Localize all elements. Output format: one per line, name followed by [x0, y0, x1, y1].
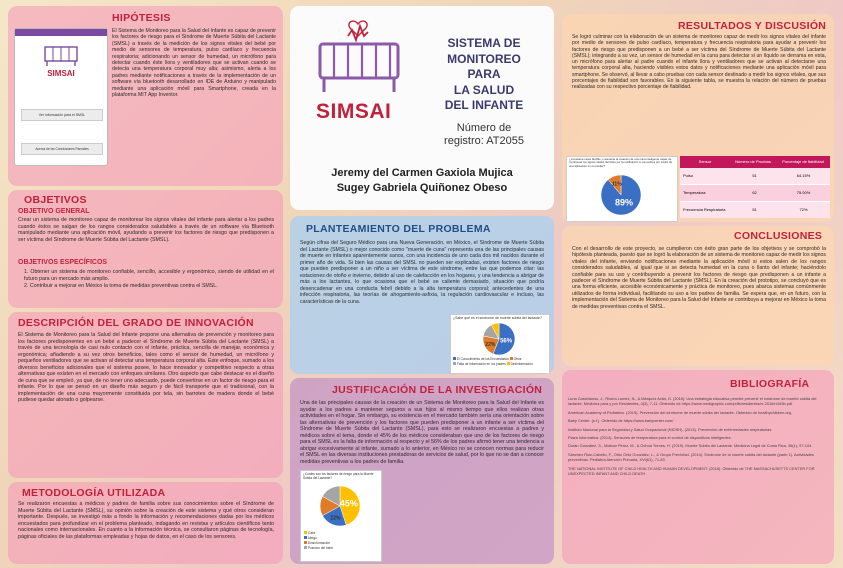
- phone-mockup: [14, 28, 108, 166]
- registro: [418, 122, 550, 148]
- reference-item: Baby Center. (s.f.). Obtenido de https://www.babycenter.com/: [568, 418, 674, 424]
- resultados-title: RESULTADOS Y DISCUSIÓN: [678, 20, 827, 32]
- main-title: [422, 36, 546, 114]
- legend-factores-2: Abrigo: [307, 536, 317, 540]
- objetivo-item-1: 1. Obtener un sistema de monitoreo confiable, sencillo, accesible y ergonómico, siendo de utilidad en el futuro para un mercado más amplio.: [24, 269, 274, 282]
- table-header-row: [680, 156, 830, 168]
- phone-header-bar: [15, 29, 107, 36]
- chart-factores-legend: [304, 531, 333, 551]
- bibliografia-section: [562, 370, 834, 564]
- pie-factores: [301, 483, 379, 529]
- legend-factores-1: Calor: [307, 531, 316, 535]
- title-line-5: DEL INFANTE: [444, 98, 524, 112]
- pie-label: 89%: [615, 197, 634, 208]
- table-row: [680, 202, 830, 218]
- innovacion-section: [8, 312, 283, 478]
- phone-button-conclusions[interactable]: Acerca de las Conclusiones Parciales: [21, 143, 103, 155]
- bibliografia-list: [568, 396, 828, 479]
- objetivos-title: OBJETIVOS: [24, 194, 87, 206]
- table-row: [680, 185, 830, 202]
- objetivos-section: [8, 190, 283, 308]
- table-cell: 64.15%: [796, 173, 811, 178]
- pie-label: 11%: [611, 181, 622, 188]
- title-line-3: PARA: [467, 67, 501, 81]
- reference-item: Sánchez Ruiz-Cabello, F., Ortiz Ortiz González, L., & Grupo PrevInfad. (2014). Síndrome de la muerte súbita del lactante (parte 1). Actividades preventivas. Pediatría Atención Primaria, XVI(61), 71-83.: [568, 451, 814, 463]
- planteamiento-title: PLANTEAMIENTO DEL PROBLEMA: [306, 223, 491, 235]
- header-panel: [290, 6, 554, 210]
- table-cell: Pulso: [683, 173, 694, 178]
- title-line-4: LA SALUD: [453, 82, 515, 97]
- planteamiento-text: Según cifras del Seguro Médico para una Nueva Generación, en México, el Síndrome de Muerte Súbita del Lactante (SMSL) o mejor conocido como "muerte de cuna" representa una de las principales causas de muerte en infantes aparentemente sanos, con una incidencia de uno cada dos mil nacidos durante el primer año de vida. Si bien las causas del SMSL no pueden ser explicadas, existen factores de riesgo que pueden predisponer a un niño a ser víctima de este síndrome, entre las que podemos citar: las estaciones de otoño e invierno, debido al uso de calefacción en los hogares, y una tendencia a abrigar de más a los lactantes, lo que ocasiona que el bebé se caliente demasiado, situación que podría desencadenar en una conducta febril debido a la alta temperatura corporal; antecedentes de una infección respiratoria, las teorías de ahogamiento-asfixia, la regulación cardiovascular e incluso, las características de la cuna.: [300, 240, 544, 305]
- hipotesis-section: [8, 6, 283, 186]
- innovacion-text: El Sistema de Monitoreo para la Salud del Infante propone una alternativa de prevención y monitoreo para los factores predisponentes en un bebé a padecer el Síndrome de Muerte Súbita del Lactante (SMSL) a través de una tecnología de casi nulo contacto con el infante, práctica, sencilla de manejar, económica y ergonómica; añadiendo a su vez otros beneficios, tales como el sensor de humedad, un micrófono y pequeños ventiladores que se activan al detectar una temperatura corporal alta. Este enfoque, sumado a los diversos beneficios adicionales que el sistema posee, lo hace innovador y competitivo respecto a otras alternativas que existen en el mercado con enfoques similares. Otro aspecto que cabe destacar es el diseño de cuna que se empleó, ya que, de no tener uno adecuado, puede convertirse en un factor de riesgo para el infante. Por lo que se pensó en un diseño más seguro y de fácil transporte que el tradicional, con la implementación de una cuna mayormente constituida por tela, sin barrotes de madera donde el bebé pudiese quedar atorado o golpearse.: [18, 332, 274, 403]
- phone-crib-icon: [41, 43, 81, 67]
- registro-label: Número de: [456, 122, 512, 134]
- crib-logo-icon: [304, 18, 414, 98]
- reference-item: Instituto Nacional para la Seguridad y Salud Ocupacional (NIOSH). (2013). Prevención de enfermedades respiratorias.: [568, 426, 773, 432]
- authors: [290, 166, 554, 196]
- table-cell: 62: [752, 190, 757, 195]
- table-header-sensor: Sensor: [698, 159, 712, 164]
- justificacion-text: Una de las principales causas de la creación de un Sistema de Monitoreo para la Salud del Infante es ayudar a los padres a mantener seguros a sus hijos al mismo tiempo que ellos realizan otras actividades en el hogar. Sin embargo, su existencia en el mercado también sería una orientación sobre las alternativas de prevención y los factores que pueden predisponer a un infante a ser víctima del Síndrome de Muerte Súbita del Lactante (SMSL), para esto se realizaron encuestas a padres y médicos sobre el tema, donde el 45% de los médicos consideraban que uno de los factores de riesgo para el SMSL es la falta de información al respecto y el 56% de los padres afirmó tener una tendencia a abrigar excesivamente al infante, sumado a lo anterior, en México no se conocen normas para reducir el SMSL en las diversas instituciones prestadoras de servicios de salud, por lo que no se dan a conocer medidas preventivas a los padres de familia.: [300, 400, 544, 465]
- author-1: Jeremy del Carmen Gaxiola Mujica: [331, 167, 513, 179]
- pie-conocimiento: [451, 321, 547, 357]
- objetivo-item-2: 2. Contribuir a mejorar en México la toma de medidas preventivas contra el SMSL.: [24, 283, 218, 289]
- resultados-section: [562, 14, 834, 222]
- metodologia-title: METODOLOGÍA UTILIZADA: [22, 487, 166, 499]
- objetivo-general-title: OBJETIVO GENERAL: [18, 208, 90, 215]
- table-cell: 51: [752, 173, 757, 178]
- reference-item: Luna Castellanos, J., Rivera Lomez, N., & Márquez Avila, G. (2016). Una estrategia educativa permite prevenir el síndrome de muerte súbita del lactante. Medicina para y por Residentes, 4(3), 7-11. Obtenido de https://www.medigraphic.com/pdfs/residentes/rr-2016/rr163b.pdf: [568, 396, 817, 407]
- justificacion-section: [290, 378, 554, 564]
- table-cell: 72%: [799, 207, 808, 212]
- legend-factores-4: Posición del bebé: [307, 546, 334, 550]
- table-cell: 51: [752, 207, 757, 212]
- fiabilidad-table: [680, 156, 830, 216]
- conclusiones-title: CONCLUSIONES: [734, 230, 823, 242]
- registro-value: registro: AT2055: [444, 135, 524, 147]
- planteamiento-section: [290, 216, 554, 374]
- chart-factibilidad-title: ¿Considera usted factible y relevante la creación de una cuna inteligente capaz de monitorear los signos vitales del bebé por la notificación a sus padres por medio de una aplicación en su celular?: [569, 157, 673, 168]
- bibliografia-title: BIBLIOGRAFÍA: [730, 378, 810, 390]
- title-line-1: SISTEMA DE: [447, 36, 521, 50]
- legend-item-1: [453, 357, 509, 361]
- chart-factibilidad: [566, 156, 678, 222]
- pie-label: 22%: [330, 515, 341, 522]
- pie-factibilidad: [567, 173, 675, 217]
- pie-label: 45%: [339, 498, 358, 509]
- author-2: Sugey Gabriela Quiñonez Obeso: [336, 182, 508, 194]
- chart-conocimiento: [450, 314, 550, 374]
- table-cell: Frecuencia Respiratoria: [683, 207, 726, 212]
- table-cell: Temperatura: [683, 190, 706, 195]
- reference-item: Plaza Informática. (2014). Sensores de temperatura para el control de dispositivos inteligentes.: [568, 435, 732, 441]
- legend-item-3: [453, 362, 506, 366]
- legend-factores-3: Desinformación: [307, 541, 331, 545]
- legend-conocimiento-1: El Conocimiento de los Encuestados: [456, 357, 509, 361]
- pie-label: 56%: [500, 338, 513, 345]
- table-header-fiabilidad: Porcentaje de fiabilidad: [782, 159, 824, 164]
- pie-label: 22%: [485, 341, 496, 348]
- legend-item-2: [510, 357, 522, 361]
- table-header-pruebas: Número de Pruebas: [735, 159, 771, 164]
- chart-factores-title: ¿Cuáles son los factores de riesgo para la Muerte Súbita del Lactante?: [303, 472, 374, 480]
- table-cell: 75.00%: [796, 190, 811, 195]
- phone-logo: SIMSAI: [47, 69, 75, 78]
- reference-item: American Academy of Pediatrics. (2019). Prevención del síndrome de muerte súbita del lactante. Obtenido de healthychildren.org.: [568, 409, 793, 415]
- conclusiones-text: Con el desarrollo de este proyecto, se cumplieron con éxito gran parte de los objetivos y se comprobó la hipótesis planteada, puesto que se logró la elaboración de un sistema de monitoreo capaz de medir los signos vitales del infante, enviando notificaciones mediante la aplicación móvil si estos salen de los rangos considerados saludables, al igual que si se detecta humedad en la cuna o llanto del infante; haciéndolo confiable para su uso y contribuyendo a prevenir los factores de riesgo que predisponen a un infante a padecer el Síndrome de Muerte Súbita del Lactante (SMSL). En la creación del prototipo, se concluyó que es una forma eficiente, accesible económicamente y práctica de monitoreo, pues abarca sistemas comúnmente utilizados de forma individual, facilitando su uso a los padres de familia. Se espera que, en un futuro, con la implementación del Sistema de Monitoreo para la Salud del Infante se contribuya a mejorar en México la toma de medidas preventivas contra el SMSL.: [572, 246, 826, 310]
- metodologia-text: Se realizaron encuestas a médicos y padres de familia sobre sus conocimientos sobre el Síndrome de Muerte Súbita del Lactante (SMSL), su opinión sobre la creación de este sistema y qué otros consideran importante. Después, se investigó más a fondo la información y recomendaciones dadas por los médicos encuestados para profundizar en el problema planteado, indagando en revistas y artículos científicos tanto nacionales como internacionales. En cuanto a la información técnica, se consultaron páginas de tecnología, páginas oficiales de las plataformas empleadas y hojas de datos, en el caso de los sensores.: [18, 501, 274, 540]
- innovacion-title: DESCRIPCIÓN DEL GRADO DE INNOVACIÓN: [18, 317, 254, 329]
- reference-item: THE NATIONAL INSTITUTE OF CHILD HEALTH AND HUMAN DEVELOPMENT. (2016). Obtenido de THE MASSACHUSETTS CENTER FOR UNEXPECTED INFANT AND CHILD DEATH: [568, 465, 815, 477]
- chart-factores: [300, 470, 382, 562]
- legend-conocimiento-2: Otros: [513, 357, 522, 361]
- legend-conocimiento-4: Desinformación: [510, 361, 533, 366]
- hipotesis-title: HIPÓTESIS: [112, 12, 171, 24]
- phone-button-info[interactable]: Ver información para el SMSL: [21, 109, 103, 121]
- legend-item-8: [304, 546, 333, 551]
- justificacion-title: JUSTIFICACIÓN DE LA INVESTIGACIÓN: [332, 384, 543, 396]
- conclusiones-section: [562, 226, 834, 366]
- legend-conocimiento-3: Falta de información en los padres: [456, 361, 506, 366]
- resultados-text: Se logró culminar con la elaboración de un sistema de monitoreo capaz de medir los signos vitales del infante por medio de sensores de pulso cardíaco, temperatura y frecuencia respiratoria para ayudar a prevenir los factores de riesgo que predisponen a un bebé a ser víctima del Síndrome de Muerte Súbita del Lactante (SMSL); integrando a su vez, un sensor de humedad en la cuna para detectar si un líquido se derrama en esta, un micrófono para alertar al padre cuando el infante llora y ventiladores que se activan al detectarse una temperatura corporal alta, haciendo visibles estos datos y notificaciones mediante una aplicación móvil para smartphone. Se observó, al llevar a cabo pruebas con cada sensor destinado a medir los signos vitales, que sus porcentajes de fiabilidad son favorables. En la siguiente tabla, se muestra la relación del número de pruebas realizadas con su respectivo porcentaje de fiabilidad.: [572, 34, 826, 91]
- reference-item: Durán González, S., Molinar Pérez, M., & Ochoa Trenes, H. (2019). Muerte Súbita del Lactante. Medicina Legal de Costa Rica, 36(1), 97-104.: [568, 443, 813, 449]
- objetivo-general-text: Crear un sistema de monitoreo capaz de monitorear los signos vitales del infante para alertar a los padres cuando éstos se salgan de los rangos considerados saludables a través de un software vía Bluetooth manipulado mediante una aplicación móvil, ayudando a prevenir los factores de riesgo que predisponen a ser víctima del Síndrome de Muerte Súbita del Lactante (SMSL).: [18, 217, 274, 243]
- justificacion-text-top: [300, 400, 544, 468]
- legend-item-4: [507, 362, 533, 366]
- title-line-2: MONITOREO: [447, 51, 521, 66]
- objetivos-especificos-title: OBJETIVOS ESPECÍFICOS: [18, 259, 108, 266]
- chart-conocimiento-title: ¿Sabe qué es el síndrome de muerte súbita del lactante?: [453, 316, 542, 320]
- metodologia-section: [8, 482, 283, 564]
- logo-word: SIMSAI: [316, 100, 392, 123]
- hipotesis-text: El Sistema de Monitoreo para la Salud del Infante es capaz de prevenir los factores de riesgo para el Síndrome de Muerte Súbita del Lactante (SMSL) a través de la medición de los signos vitales del bebé por medio de sensores de temperatura, pulso cardíaco y frecuencia respiratoria; adicionando un sensor de humedad, un micrófono para detectar cuando éste llora y ventiladores que se activan cuando se detecta una temperatura corporal muy alta; asimismo, alerta a los padres mediante notificaciones a través de la implementación de un software vía bluetooth desarrollado en IDE de Arduino y manipulado mediante una aplicación móvil para Smartphone, creada en la plataforma MIT App Inventor.: [112, 28, 276, 99]
- chart-conocimiento-legend: [453, 357, 547, 366]
- table-row: [680, 168, 830, 185]
